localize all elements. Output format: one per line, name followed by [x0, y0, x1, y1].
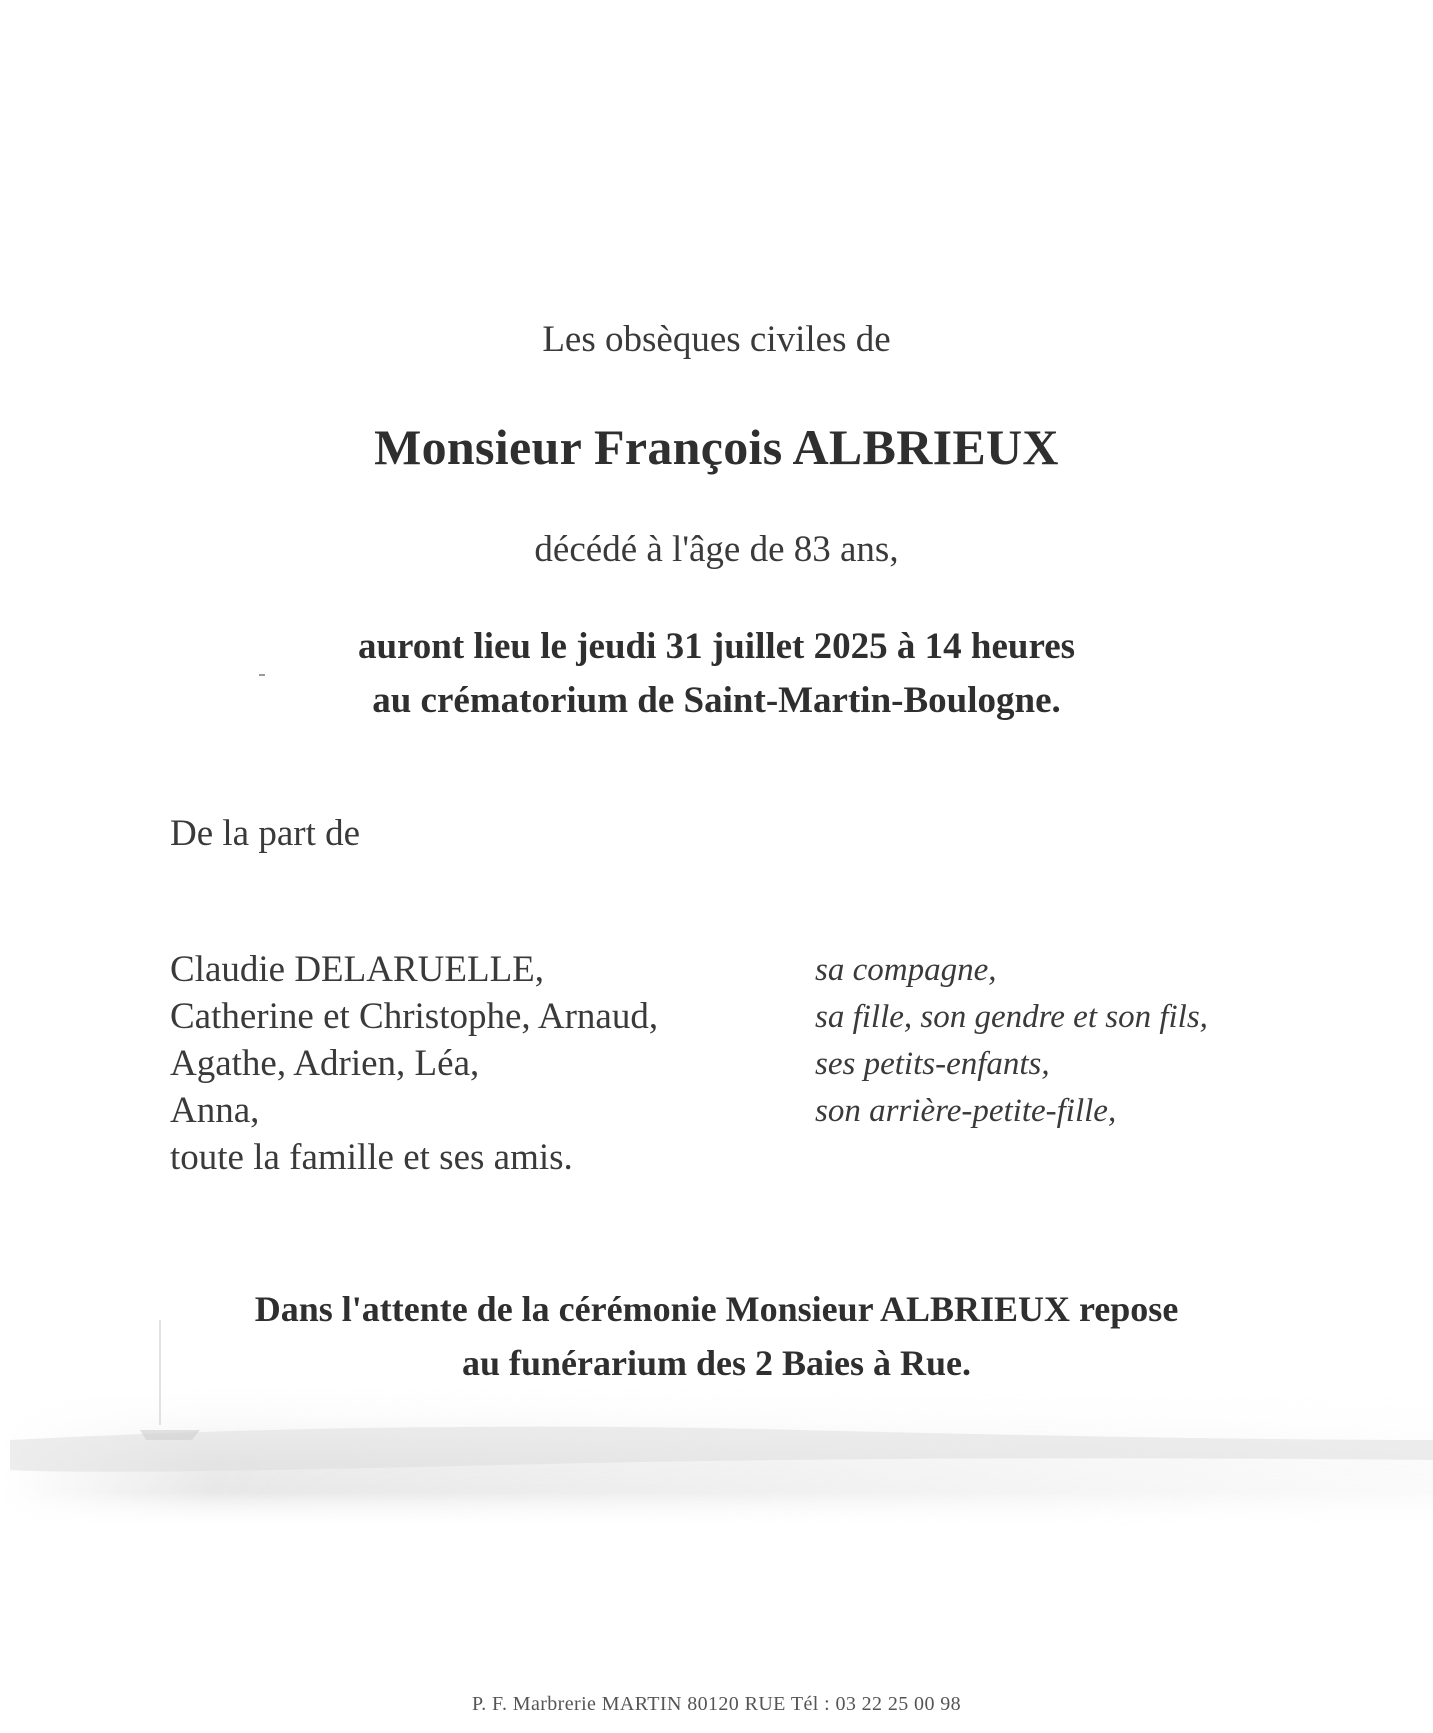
family-member-name: toute la famille et ses amis. — [170, 1137, 573, 1178]
family-member-name: Catherine et Christophe, Arnaud, — [170, 996, 659, 1037]
rest-note — [0, 1282, 1433, 1390]
from-label: De la part de — [170, 813, 361, 854]
ceremony-date-line: auront lieu le jeudi 31 juillet 2025 à 14 heures — [357, 626, 1076, 667]
rest-note-line-1: Dans l'attente de la cérémonie Monsieur ALBRIEUX repose — [254, 1289, 1179, 1329]
rest-note-line-2: au funérarium des 2 Baies à Rue. — [461, 1343, 971, 1383]
deceased-name: Monsieur François ALBRIEUX — [374, 419, 1059, 475]
family-row — [170, 1042, 1320, 1089]
age-line: décédé à l'âge de 83 ans, — [534, 529, 899, 570]
family-member-name: Anna, — [170, 1090, 260, 1131]
family-row — [170, 995, 1320, 1042]
notice-intro: Les obsèques civiles de — [542, 319, 891, 360]
family-member-relation: sa compagne, — [815, 952, 997, 988]
ceremony-place-line: au crématorium de Saint-Martin-Boulogne. — [372, 680, 1061, 721]
family-row — [170, 1089, 1320, 1136]
ceremony-details — [0, 620, 1433, 728]
family-row — [170, 948, 1320, 995]
family-member-relation: ses petits-enfants, — [815, 1046, 1050, 1082]
family-list — [170, 948, 1320, 1188]
funeral-home-footer: P. F. Marbrerie MARTIN 80120 RUE Tél : 03 22 25 00 98 — [471, 1693, 962, 1715]
family-row — [170, 1136, 1320, 1183]
family-member-relation: sa fille, son gendre et son fils, — [815, 999, 1208, 1035]
family-member-name: Claudie DELARUELLE, — [170, 949, 545, 990]
family-member-name: Agathe, Adrien, Léa, — [170, 1043, 480, 1084]
family-member-relation: son arrière-petite-fille, — [815, 1093, 1117, 1129]
